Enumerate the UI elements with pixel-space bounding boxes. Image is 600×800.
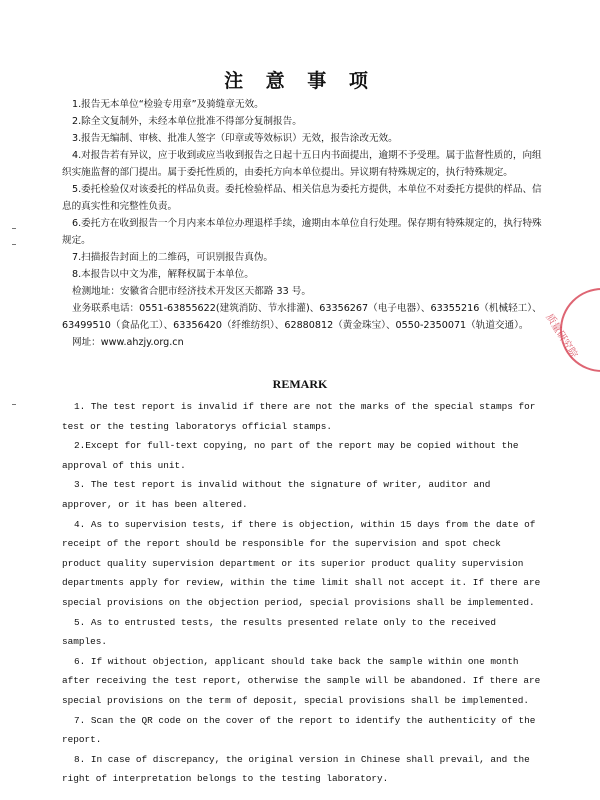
en-note-8: 8. In case of discrepancy, the original version in Chinese shall prevail, and the right of interpretation belongs to the testing laboratory. [62,753,530,785]
cn-note-7: 7.扫描报告封面上的二维码，可识别报告真伪。 [72,252,274,263]
margin-mark [12,244,16,245]
test-address: 检测地址：安徽省合肥市经济技术开发区天都路 33 号。 [72,286,311,297]
margin-mark [12,228,16,229]
page-title: 注 意 事 项 [224,70,376,92]
official-seal-text: 质量研究院 [543,312,580,361]
en-note-2: 2.Except for full-text copying, no part of the report may be copied without the approval of this unit. [62,440,519,471]
english-notes [62,397,542,789]
cn-note-6: 6.委托方在收到报告一个月内来本单位办理退样手续，逾期由本单位自行处理。保存期有特殊规定的，执行特殊规定。 [62,218,542,246]
business-phones: 业务联系电话：0551-63855622(建筑消防、节水排灌)、63356267（电子电器）、63355216（机械轻工）、63499510（食品化工）、63356420（纤维纺织）、62880812（黄金珠宝）、0550-2350071（轨道交通）。 [62,303,542,331]
cn-note-4: 4.对报告若有异议，应于收到或应当收到报告之日起十五日内书面提出，逾期不予受理。属于监督性质的，向组织实施监督的部门提出。属于委托性质的，由委托方向本单位提出。异议期有特殊规定的，执行特殊规定。 [62,150,542,178]
en-note-4: 4. As to supervision tests, if there is objection, within 15 days from the date of receipt of the report should be responsible for the supervision and spot check product quality supervision department or its superior product quality supervision departments apply for review, within the time limit shall not accept it. If there are special provisions on the objection period, special provisions shall be implemented. [62,518,541,608]
en-note-7: 7. Scan the QR code on the cover of the report to identify the authenticity of the report. [62,714,536,746]
cn-note-3: 3.报告无编制、审核、批准人签字（印章或等效标识）无效，报告涂改无效。 [72,133,398,144]
en-note-5: 5. As to entrusted tests, the results presented relate only to the received samples. [62,616,496,648]
cn-note-8: 8.本报告以中文为准，解释权属于本单位。 [72,269,254,280]
cn-note-1: 1.报告无本单位“检验专用章”及骑缝章无效。 [72,99,264,110]
website: 网址：www.ahzjy.org.cn [72,337,184,348]
cn-note-2: 2.除全文复制外，未经本单位批准不得部分复制报告。 [72,116,302,127]
en-note-1: 1. The test report is invalid if there are not the marks of the special stamps for test or the testing laboratorys official stamps. [62,401,536,432]
remark-heading: REMARK [272,377,328,391]
en-note-6: 6. If without objection, applicant should take back the sample within one month after receiving the test report, otherwise the sample will be abandoned. If there are special provisions on the term of deposit, special provisions shall be implemented. [62,655,541,706]
margin-mark [12,404,16,405]
chinese-notes [62,96,547,351]
cn-note-5: 5.委托检验仅对该委托的样品负责。委托检验样品、相关信息为委托方提供，本单位不对委托方提供的样品、信息的真实性和完整性负责。 [62,184,542,212]
en-note-3: 3. The test report is invalid without the signature of writer, auditor and approver, or it has been altered. [62,479,491,510]
